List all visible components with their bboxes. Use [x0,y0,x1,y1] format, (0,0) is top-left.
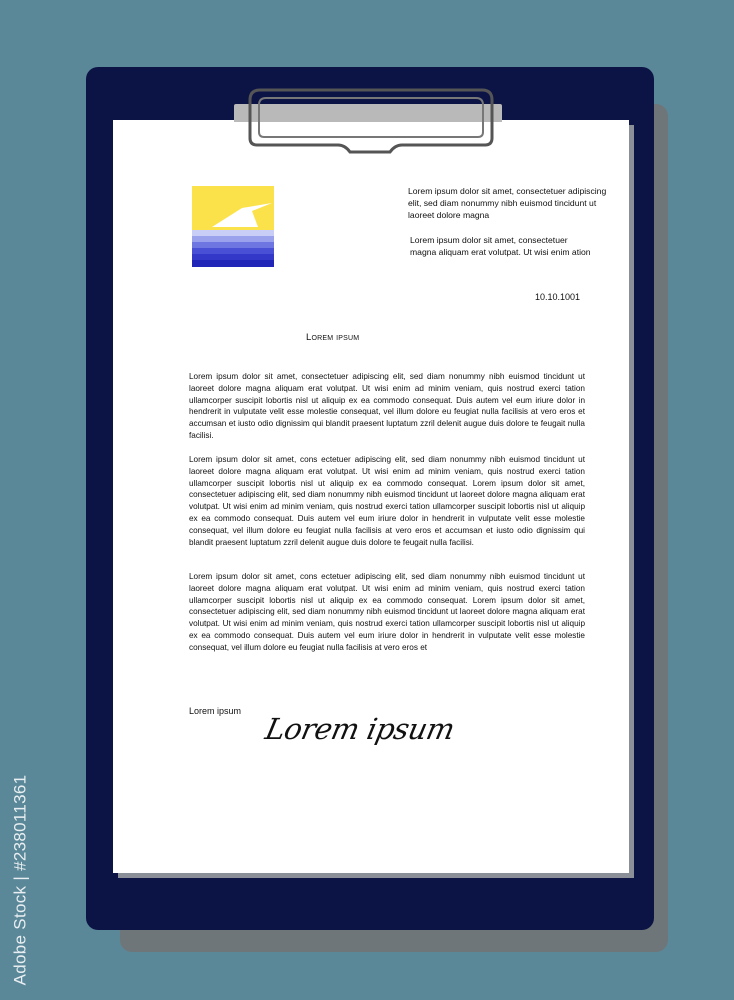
body-paragraph-3: Lorem ipsum dolor sit amet, cons ectetuer adipiscing elit, sed diam nonummy nibh euismod tincidunt ut laoreet dolore magna aliquam erat volutpat. Ut wisi enim ad minim veniam, quis nostrud exerci tation ullamcorper suscipit lobortis nisl ut aliquip ex ea commodo consequat. Lorem ipsum dolor sit amet, consectetuer adipiscing elit, sed diam nonummy nibh euismod tincidunt ut laoreet dolore magna aliquam erat volutpat. Ut wisi enim ad minim veniam, quis nostrud exerci tation ullamcorper suscipit lobortis nisl ut aliquip ex ea commodo consequat. Duis autem vel eum iriure dolor in hendrerit in vulputate velit esse molestie consequat, vel illum dolore eu feugiat nulla facilisis at vero eros et [189,572,585,652]
stock-id-text: Adobe Stock | #238011361 [10,774,29,986]
sender-address: Lorem ipsum dolor sit amet, consectetuer adipiscing elit, sed diam nonummy nibh euismod tincidunt ut laoreet dolore magna [408,186,607,220]
clipboard-clip-icon [240,82,502,158]
signature-label: Lorem ipsum [189,706,242,716]
body-paragraph-1: Lorem ipsum dolor sit amet, consectetuer adipiscing elit, sed diam nonummy nibh euismod tincidunt ut laoreet dolore magna aliquam erat volutpat. Ut wisi enim ad minim veniam, quis nostrud exerci tation ullamcorper suscipit lobortis nisl ut aliquip ex ea commodo consequat. Duis autem vel eum iriure dolor in hendrerit in vulputate velit esse molestie consequat, vel illum dolore eu feugiat nulla facilisis at vero eros et accumsan et iusto odio dignissim qui blandit praesent luptatum zzril delenit augue duis dolore te feugait nulla facilisi. [189,372,585,440]
sun-wave-logo-icon [192,186,274,267]
body-paragraph-2: Lorem ipsum dolor sit amet, cons ectetuer adipiscing elit, sed diam nonummy nibh euismod tincidunt ut laoreet dolore magna aliquam erat volutpat. Ut wisi enim ad minim veniam, quis nostrud exerci tation ullamcorper suscipit lobortis nisl ut aliquip ex ea commodo consequat. Lorem ipsum dolor sit amet, consectetuer adipiscing elit, sed diam nonummy nibh euismod tincidunt ut laoreet dolore magna aliquam erat volutpat. Ut wisi enim ad minim veniam, quis nostrud exerci tation ullamcorper suscipit lobortis nisl ut aliquip ex ea commodo consequat. Duis autem vel eum iriure dolor in hendrerit in vulputate velit esse molestie consequat, vel illum dolore eu feugiat nulla facilisis at vero eros et accumsan et iusto odio dignissim qui blandit praesent luptatum zzril delenit augue duis dolore te feugait nulla facilisi. [189,455,585,547]
sender-contact: Lorem ipsum dolor sit amet, consectetuer magna aliquam erat volutpat. Ut wisi enim ation [410,235,591,257]
letter-date: 10.10.1001 [534,292,580,302]
stock-id-watermark [5,770,35,990]
handwritten-signature: Lorem ipsum [262,712,458,746]
letter-title: Lorem ipsum [306,332,360,343]
